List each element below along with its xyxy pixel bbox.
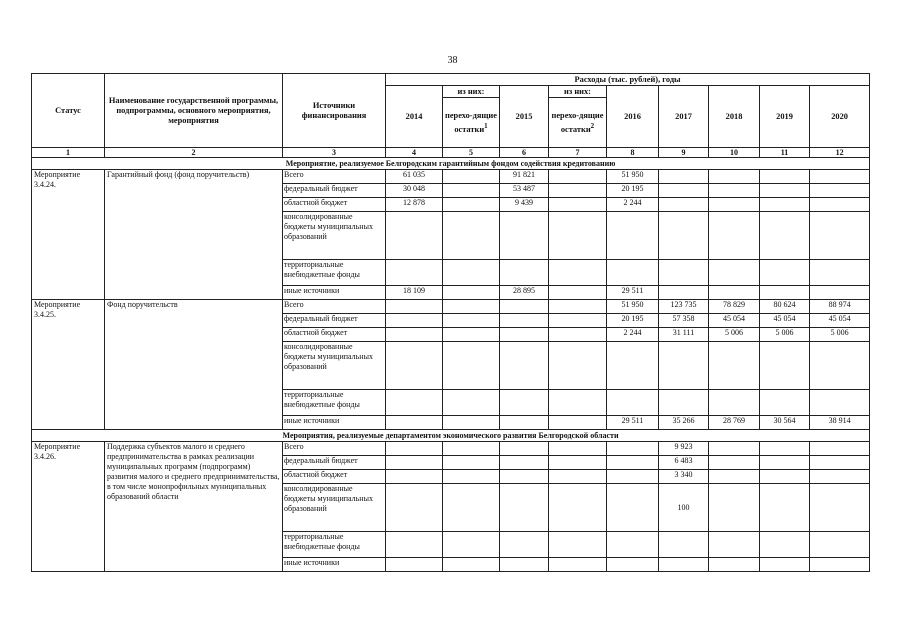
value-cell xyxy=(500,260,549,286)
value-cell xyxy=(810,456,870,470)
value-cell: 30 048 xyxy=(386,184,443,198)
value-cell: 51 950 xyxy=(607,300,659,314)
value-cell xyxy=(443,342,500,390)
source-cell: консолидированные бюджеты муниципальных образований xyxy=(283,342,386,390)
header-year-2020: 2020 xyxy=(810,86,870,148)
value-cell xyxy=(709,456,760,470)
header-year-2017: 2017 xyxy=(659,86,709,148)
value-cell xyxy=(500,456,549,470)
value-cell xyxy=(443,470,500,484)
source-cell: областной бюджет xyxy=(283,198,386,212)
value-cell xyxy=(760,484,810,532)
value-cell: 18 109 xyxy=(386,286,443,300)
value-cell: 45 054 xyxy=(810,314,870,328)
value-cell xyxy=(549,198,607,212)
source-cell: иные источники xyxy=(283,416,386,430)
value-cell: 29 511 xyxy=(607,416,659,430)
value-cell xyxy=(709,212,760,260)
value-cell xyxy=(709,260,760,286)
value-cell xyxy=(443,300,500,314)
value-cell xyxy=(386,416,443,430)
value-cell xyxy=(443,484,500,532)
source-cell: иные источники xyxy=(283,286,386,300)
column-number: 5 xyxy=(443,148,500,158)
value-cell xyxy=(549,484,607,532)
value-cell xyxy=(659,342,709,390)
value-cell xyxy=(500,212,549,260)
value-cell xyxy=(659,532,709,558)
value-cell xyxy=(386,470,443,484)
header-carryover-1: перехо-дящие остатки$^1$ xyxy=(443,98,500,148)
value-cell xyxy=(549,328,607,342)
value-cell: 31 111 xyxy=(659,328,709,342)
value-cell xyxy=(500,442,549,456)
value-cell xyxy=(549,314,607,328)
value-cell xyxy=(760,532,810,558)
value-cell: 57 358 xyxy=(659,314,709,328)
value-cell xyxy=(386,328,443,342)
column-number: 7 xyxy=(549,148,607,158)
value-cell xyxy=(549,184,607,198)
value-cell xyxy=(607,456,659,470)
value-cell xyxy=(386,212,443,260)
column-number: 6 xyxy=(500,148,549,158)
value-cell xyxy=(810,484,870,532)
value-cell xyxy=(500,314,549,328)
value-cell xyxy=(760,286,810,300)
value-cell xyxy=(607,212,659,260)
column-number: 3 xyxy=(283,148,386,158)
section-header-row xyxy=(32,158,870,170)
value-cell xyxy=(386,456,443,470)
value-cell: 51 950 xyxy=(607,170,659,184)
value-cell xyxy=(549,456,607,470)
value-cell xyxy=(500,532,549,558)
value-cell xyxy=(443,456,500,470)
value-cell xyxy=(810,442,870,456)
value-cell xyxy=(810,532,870,558)
value-cell: 9 439 xyxy=(500,198,549,212)
value-cell xyxy=(760,212,810,260)
value-cell xyxy=(810,198,870,212)
value-cell xyxy=(709,532,760,558)
value-cell xyxy=(443,260,500,286)
column-numbers-row xyxy=(32,148,870,158)
value-cell xyxy=(500,328,549,342)
value-cell: 2 244 xyxy=(607,198,659,212)
value-cell: 53 487 xyxy=(500,184,549,198)
source-cell: Всего xyxy=(283,442,386,456)
financing-table xyxy=(31,73,870,572)
value-cell xyxy=(500,416,549,430)
value-cell xyxy=(386,314,443,328)
value-cell xyxy=(709,184,760,198)
value-cell xyxy=(760,390,810,416)
value-cell: 61 035 xyxy=(386,170,443,184)
value-cell xyxy=(500,390,549,416)
value-cell xyxy=(500,484,549,532)
value-cell xyxy=(549,442,607,456)
measure-name-cell: Фонд поручительств xyxy=(105,300,283,430)
value-cell xyxy=(386,484,443,532)
source-cell: Всего xyxy=(283,300,386,314)
value-cell xyxy=(607,390,659,416)
value-cell: 100 xyxy=(659,484,709,532)
column-number: 10 xyxy=(709,148,760,158)
value-cell: 91 821 xyxy=(500,170,549,184)
column-number: 1 xyxy=(32,148,105,158)
table-row xyxy=(32,300,870,314)
column-number: 8 xyxy=(607,148,659,158)
value-cell xyxy=(607,342,659,390)
value-cell: 88 974 xyxy=(810,300,870,314)
value-cell xyxy=(760,558,810,572)
value-cell xyxy=(443,390,500,416)
value-cell xyxy=(659,390,709,416)
value-cell xyxy=(810,286,870,300)
value-cell xyxy=(443,198,500,212)
value-cell xyxy=(607,442,659,456)
value-cell xyxy=(659,170,709,184)
status-cell: Мероприятие 3.4.26. xyxy=(32,442,105,572)
source-cell: федеральный бюджет xyxy=(283,314,386,328)
source-cell: консолидированные бюджеты муниципальных образований xyxy=(283,212,386,260)
value-cell xyxy=(443,532,500,558)
value-cell: 45 054 xyxy=(760,314,810,328)
value-cell xyxy=(709,470,760,484)
value-cell xyxy=(500,300,549,314)
value-cell: 3 340 xyxy=(659,470,709,484)
status-cell: Мероприятие 3.4.25. xyxy=(32,300,105,430)
value-cell xyxy=(549,286,607,300)
column-number: 4 xyxy=(386,148,443,158)
value-cell xyxy=(386,558,443,572)
value-cell xyxy=(386,442,443,456)
source-cell: областной бюджет xyxy=(283,470,386,484)
value-cell xyxy=(810,558,870,572)
table-header xyxy=(32,74,870,158)
value-cell xyxy=(443,328,500,342)
footnote-ref-2: 2 xyxy=(590,121,595,130)
value-cell: 28 895 xyxy=(500,286,549,300)
value-cell: 28 769 xyxy=(709,416,760,430)
table-row xyxy=(32,442,870,456)
column-number: 12 xyxy=(810,148,870,158)
value-cell xyxy=(386,260,443,286)
value-cell xyxy=(549,212,607,260)
value-cell xyxy=(500,470,549,484)
value-cell xyxy=(659,260,709,286)
source-cell: территориальные внебюджетные фонды xyxy=(283,260,386,286)
value-cell xyxy=(810,390,870,416)
section-title: Мероприятие, реализуемое Белгородским гарантийным фондом содействия кредитованию xyxy=(32,158,870,170)
header-year-2015: 2015 xyxy=(500,86,549,148)
page-number: 38 xyxy=(447,55,458,66)
value-cell xyxy=(443,558,500,572)
value-cell: 78 829 xyxy=(709,300,760,314)
measure-name-cell: Поддержка субъектов малого и среднего предпринимательства в рамках реализации муниципальных программ (подпрограмм) развития малого и среднего предпринимательства, в том числе монопрофильных муниципальных образований области xyxy=(105,442,283,572)
source-cell: иные источники xyxy=(283,558,386,572)
source-cell: территориальные внебюджетные фонды xyxy=(283,532,386,558)
value-cell xyxy=(386,532,443,558)
source-cell: федеральный бюджет xyxy=(283,184,386,198)
value-cell xyxy=(443,314,500,328)
value-cell xyxy=(810,470,870,484)
header-year-2016: 2016 xyxy=(607,86,659,148)
value-cell: 5 006 xyxy=(709,328,760,342)
value-cell xyxy=(659,558,709,572)
value-cell xyxy=(549,390,607,416)
value-cell xyxy=(709,484,760,532)
header-expenses: Расходы (тыс. рублей), годы xyxy=(386,74,870,86)
value-cell xyxy=(549,300,607,314)
table-body xyxy=(32,158,870,572)
value-cell xyxy=(760,184,810,198)
header-year-2018: 2018 xyxy=(709,86,760,148)
value-cell xyxy=(500,558,549,572)
value-cell xyxy=(659,184,709,198)
value-cell xyxy=(443,212,500,260)
header-year-2019: 2019 xyxy=(760,86,810,148)
source-cell: областной бюджет xyxy=(283,328,386,342)
value-cell xyxy=(760,456,810,470)
value-cell xyxy=(443,416,500,430)
value-cell xyxy=(549,416,607,430)
value-cell xyxy=(810,342,870,390)
header-year-2014: 2014 xyxy=(386,86,443,148)
value-cell xyxy=(709,390,760,416)
value-cell: 29 511 xyxy=(607,286,659,300)
value-cell xyxy=(443,170,500,184)
value-cell xyxy=(549,342,607,390)
measure-name-cell: Гарантийный фонд (фонд поручительств) xyxy=(105,170,283,300)
value-cell xyxy=(443,442,500,456)
value-cell xyxy=(709,170,760,184)
value-cell xyxy=(760,470,810,484)
header-name: Наименование государственной программы, подпрограммы, основного мероприятия, мероприятия xyxy=(105,74,283,148)
source-cell: федеральный бюджет xyxy=(283,456,386,470)
value-cell xyxy=(709,286,760,300)
value-cell xyxy=(760,260,810,286)
value-cell: 2 244 xyxy=(607,328,659,342)
value-cell xyxy=(549,470,607,484)
value-cell xyxy=(549,532,607,558)
value-cell: 38 914 xyxy=(810,416,870,430)
value-cell xyxy=(607,484,659,532)
value-cell: 20 195 xyxy=(607,184,659,198)
value-cell xyxy=(607,558,659,572)
value-cell xyxy=(500,342,549,390)
status-cell: Мероприятие 3.4.24. xyxy=(32,170,105,300)
value-cell: 30 564 xyxy=(760,416,810,430)
value-cell: 12 878 xyxy=(386,198,443,212)
source-cell: территориальные внебюджетные фонды xyxy=(283,390,386,416)
value-cell: 123 735 xyxy=(659,300,709,314)
value-cell xyxy=(549,260,607,286)
footnote-ref-1: 1 xyxy=(484,121,488,130)
header-carryover-2: перехо-дящие остатки$^2$ xyxy=(549,98,607,148)
value-cell xyxy=(443,184,500,198)
header-sources: Источники финансирования xyxy=(283,74,386,148)
value-cell xyxy=(810,260,870,286)
column-number: 2 xyxy=(105,148,283,158)
value-cell xyxy=(659,198,709,212)
header-status: Статус xyxy=(32,74,105,148)
column-number: 11 xyxy=(760,148,810,158)
value-cell xyxy=(810,212,870,260)
source-cell: Всего xyxy=(283,170,386,184)
value-cell xyxy=(607,532,659,558)
value-cell xyxy=(709,558,760,572)
value-cell: 35 266 xyxy=(659,416,709,430)
value-cell xyxy=(709,342,760,390)
value-cell xyxy=(760,198,810,212)
table-row xyxy=(32,170,870,184)
value-cell xyxy=(709,198,760,212)
value-cell xyxy=(549,558,607,572)
value-cell xyxy=(443,286,500,300)
value-cell xyxy=(760,442,810,456)
value-cell xyxy=(386,390,443,416)
value-cell: 9 923 xyxy=(659,442,709,456)
value-cell: 5 006 xyxy=(760,328,810,342)
value-cell: 20 195 xyxy=(607,314,659,328)
value-cell xyxy=(659,286,709,300)
value-cell xyxy=(760,170,810,184)
value-cell xyxy=(810,170,870,184)
value-cell xyxy=(607,260,659,286)
value-cell xyxy=(709,442,760,456)
value-cell: 5 006 xyxy=(810,328,870,342)
header-of-them-1: из них: xyxy=(443,86,500,98)
value-cell: 80 624 xyxy=(760,300,810,314)
value-cell xyxy=(607,470,659,484)
value-cell xyxy=(760,342,810,390)
value-cell xyxy=(386,300,443,314)
value-cell xyxy=(549,170,607,184)
section-header-row xyxy=(32,430,870,442)
value-cell: 45 054 xyxy=(709,314,760,328)
column-number: 9 xyxy=(659,148,709,158)
value-cell: 6 483 xyxy=(659,456,709,470)
value-cell xyxy=(659,212,709,260)
section-title: Мероприятия, реализуемые департаментом экономического развития Белгородской области xyxy=(32,430,870,442)
value-cell xyxy=(386,342,443,390)
source-cell: консолидированные бюджеты муниципальных образований xyxy=(283,484,386,532)
header-of-them-2: из них: xyxy=(549,86,607,98)
value-cell xyxy=(810,184,870,198)
